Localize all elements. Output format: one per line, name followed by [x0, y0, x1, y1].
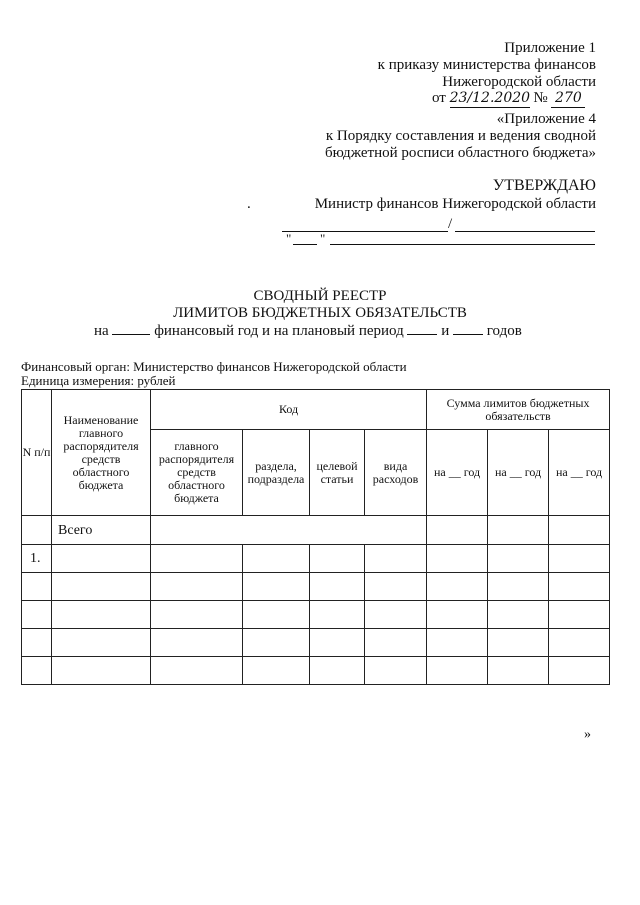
table-cell: [151, 629, 243, 657]
table-row: [22, 573, 610, 601]
table-row: [22, 601, 610, 629]
table-cell: [427, 629, 488, 657]
sub-target-header: [310, 430, 365, 516]
table-cell: [310, 657, 365, 685]
sub-year1-header: [427, 430, 488, 516]
table-cell: [549, 573, 610, 601]
table-cell: [488, 573, 549, 601]
doc-title-line1: СВОДНЫЙ РЕЕСТР: [253, 288, 387, 304]
table-cell: [151, 545, 243, 573]
title-fin-year: финансовый год и на плановый период: [154, 323, 404, 339]
total-code-cell: [151, 516, 427, 545]
table-cell: [549, 657, 610, 685]
table-row: [22, 657, 610, 685]
sub-grbs-header: [151, 430, 243, 516]
title-years: годов: [486, 323, 522, 339]
table-cell: [427, 573, 488, 601]
signature-line: [282, 231, 448, 232]
appendix-line2: к приказу министерства финансов: [377, 57, 596, 73]
sub-year3-label: на __ год: [555, 465, 603, 479]
unit-of-measure: Единица измерения: рублей: [21, 373, 176, 388]
handwritten-date: 23/12.2020: [449, 90, 531, 106]
day-line: [293, 244, 317, 245]
col-name-header: [52, 390, 151, 516]
table-cell: [488, 601, 549, 629]
table-cell: [22, 573, 52, 601]
quote-open: ": [286, 231, 292, 246]
table-cell: [549, 629, 610, 657]
sub-section-label: раздела, подраздела: [247, 458, 305, 486]
table-cell: [488, 657, 549, 685]
table-cell: [151, 657, 243, 685]
total-label-cell: [52, 516, 151, 545]
table-cell: [151, 573, 243, 601]
signature-slash: /: [448, 216, 453, 232]
table-cell: [243, 657, 310, 685]
handwritten-number: 270: [551, 90, 585, 108]
table-cell: [365, 629, 427, 657]
table-cell: [365, 545, 427, 573]
table-cell: [52, 601, 151, 629]
limits-register-table: [21, 389, 610, 685]
col-code-header: [151, 390, 427, 430]
plan-year1-blank: [407, 334, 437, 335]
table-row: [22, 545, 610, 573]
table-cell: [243, 573, 310, 601]
table-row: [22, 629, 610, 657]
appendix4-line2: к Порядку составления и ведения сводной: [325, 128, 596, 144]
approval-dot: .: [247, 196, 251, 212]
row-num-cell: [22, 545, 52, 573]
col-name-label: Наименование главного распорядителя средств областного бюджета: [63, 412, 139, 492]
approve-heading: УТВЕРЖДАЮ: [492, 177, 596, 194]
total-year2-cell: [488, 516, 549, 545]
row-num: 1.: [30, 551, 41, 566]
fin-organ: Финансовый орган: Министерство финансов Нижегородской области: [21, 359, 407, 374]
table-cell: [488, 545, 549, 573]
table-cell: [427, 601, 488, 629]
appendix-line1: Приложение 1: [504, 40, 596, 56]
total-year1-cell: [427, 516, 488, 545]
table-cell: [22, 629, 52, 657]
table-cell: [52, 545, 151, 573]
total-num-cell: [22, 516, 52, 545]
minister-title: Министр финансов Нижегородской области: [314, 196, 596, 212]
sub-year1-label: на __ год: [433, 465, 481, 479]
col-code-label: Код: [278, 402, 299, 416]
header-row-1: [22, 390, 610, 430]
sub-expense-header: [365, 430, 427, 516]
table-cell: [243, 601, 310, 629]
appendix-date-row: [432, 90, 602, 108]
name-line: [455, 231, 595, 232]
quote-close: ": [320, 231, 326, 246]
appendix-line3: Нижегородской области: [442, 74, 596, 90]
continuation-mark: »: [584, 727, 591, 742]
table-cell: [365, 573, 427, 601]
title-na: на: [94, 323, 109, 339]
month-year-line: [330, 244, 595, 245]
table-cell: [365, 601, 427, 629]
col-num-header: [22, 390, 52, 516]
year-blank: [112, 334, 150, 335]
table-cell: [22, 657, 52, 685]
table-cell: [549, 601, 610, 629]
sub-section-header: [243, 430, 310, 516]
table-cell: [310, 629, 365, 657]
col-sum-label: Сумма лимитов бюджетных обязательств: [446, 395, 590, 423]
table-cell: [310, 545, 365, 573]
col-sum-header: [427, 390, 610, 430]
plan-year2-blank: [453, 334, 483, 335]
table-cell: [52, 573, 151, 601]
table-cell: [52, 657, 151, 685]
table-cell: [310, 573, 365, 601]
doc-title-line3: [94, 323, 522, 340]
sub-grbs-label: главного распорядителя средств областного бюджета: [158, 439, 235, 505]
table-cell: [151, 601, 243, 629]
date-prefix: от: [432, 90, 446, 106]
sub-expense-label: вида расходов: [372, 458, 419, 486]
table-cell: [365, 657, 427, 685]
total-year3-cell: [549, 516, 610, 545]
appendix4-line3: бюджетной росписи областного бюджета»: [324, 145, 596, 161]
table-cell: [243, 545, 310, 573]
total-label: Всего: [58, 522, 93, 538]
number-prefix: №: [533, 90, 548, 106]
col-num-label: N п/п: [22, 445, 51, 459]
table-cell: [22, 601, 52, 629]
table-cell: [52, 629, 151, 657]
sub-year3-header: [549, 430, 610, 516]
doc-title-line2: ЛИМИТОВ БЮДЖЕТНЫХ ОБЯЗАТЕЛЬСТВ: [173, 305, 467, 321]
total-row: [22, 516, 610, 545]
table-cell: [549, 545, 610, 573]
table-cell: [427, 545, 488, 573]
sub-target-label: целевой статьи: [316, 458, 358, 486]
table-cell: [427, 657, 488, 685]
table-cell: [243, 629, 310, 657]
table-cell: [310, 601, 365, 629]
appendix4-line1: «Приложение 4: [496, 111, 596, 127]
table-cell: [488, 629, 549, 657]
sub-year2-label: на __ год: [494, 465, 542, 479]
title-and: и: [441, 323, 450, 339]
sub-year2-header: [488, 430, 549, 516]
